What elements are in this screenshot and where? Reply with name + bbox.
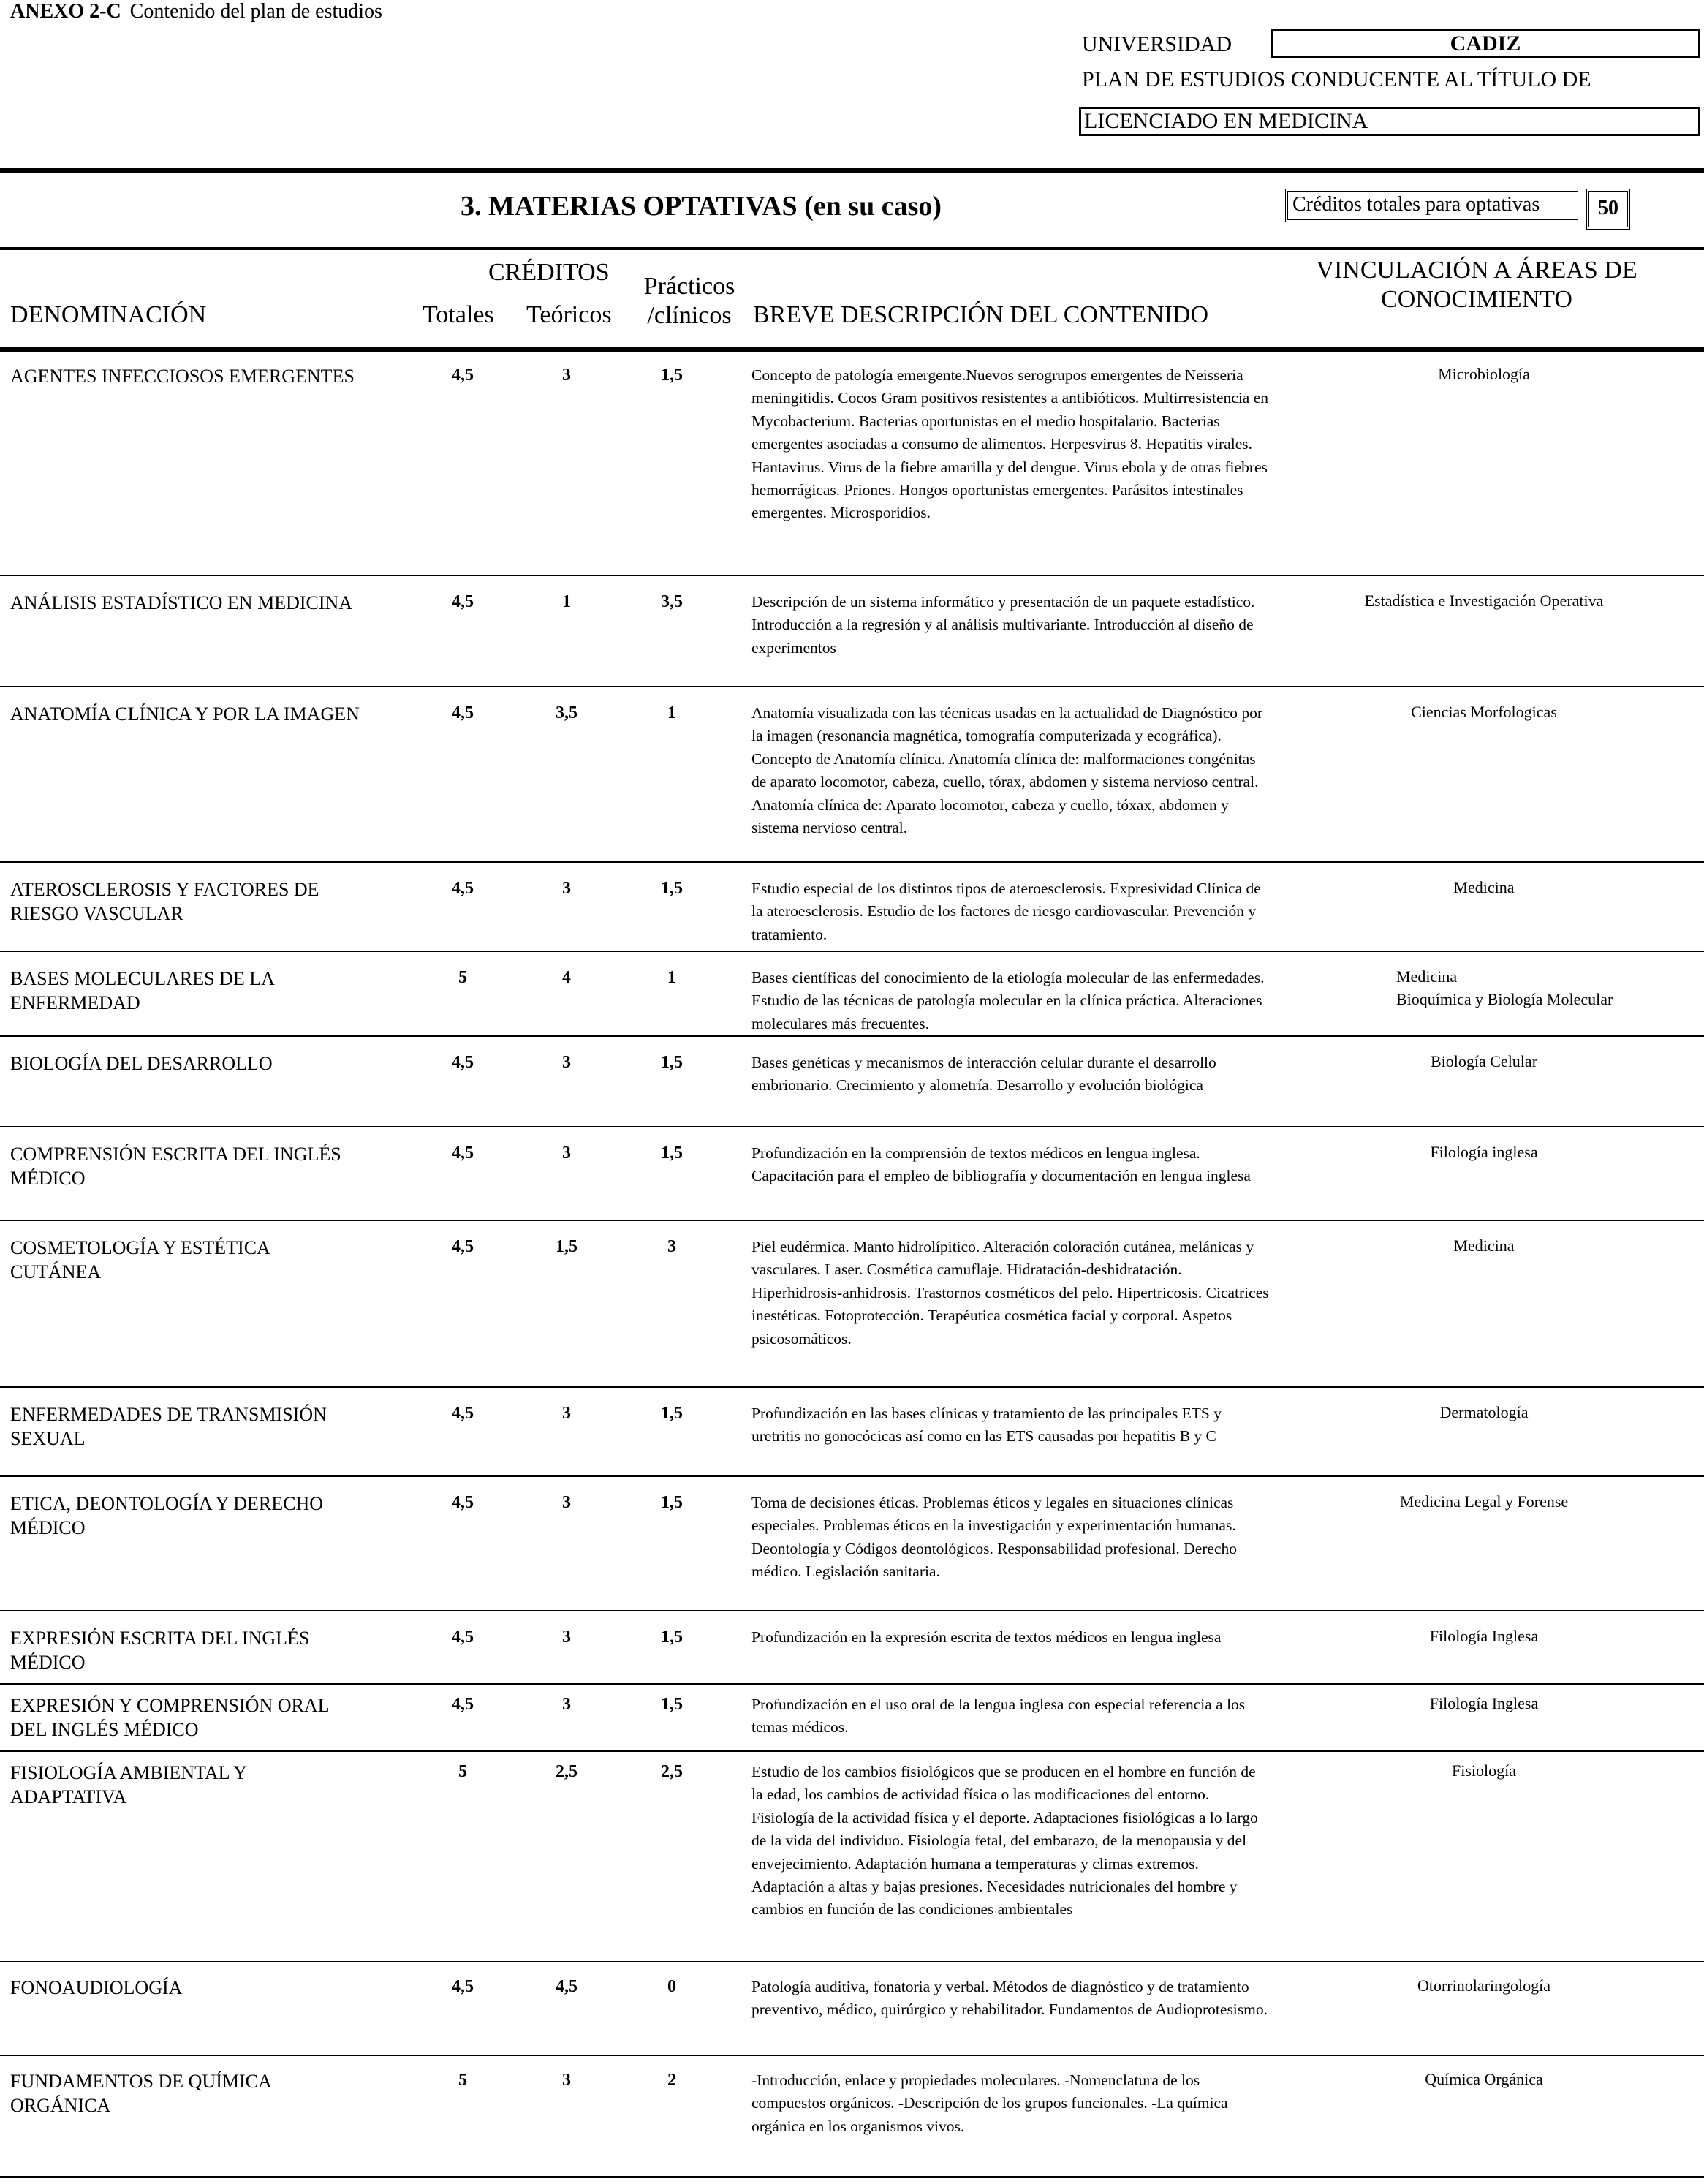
knowledge-area: Fisiología xyxy=(1451,1761,1516,1780)
header-divider xyxy=(0,247,1704,250)
row-divider xyxy=(0,1220,1704,1221)
subject-name: COSMETOLOGÍA Y ESTÉTICA CUTÁNEA xyxy=(10,1237,270,1282)
credits-practicos: 2 xyxy=(667,2071,676,2090)
row-divider xyxy=(0,861,1704,863)
subject-name: FONOAUDIOLOGÍA xyxy=(10,1977,183,1998)
credits-practicos: 0 xyxy=(667,1977,676,1996)
column-header-teoricos: Teóricos xyxy=(526,301,612,328)
credits-teoricos: 4,5 xyxy=(556,1977,578,1996)
columns-divider xyxy=(0,347,1704,352)
subject-description: Profundización en la comprensión de textos médicos en lengua inglesa. Capacitación para el empleo de bibliografía y documentación en lengua inglesa xyxy=(751,1144,1251,1185)
subject-name: FISIOLOGÍA AMBIENTAL Y ADAPTATIVA xyxy=(10,1762,246,1807)
subject-description: Concepto de patología emergente.Nuevos serogrupos emergentes de Neisseria meningitidis. Cocos Gram positivos resistentes a antibióticos. Multirresistencia en Mycobacterium. Bacterias oportunistas en el medio hospitalario. Bacterias emergentes asociadas a consumo de alimentos. Herpesvirus 8. Hepatitis virales. Hantavirus. Virus de la fiebre amarilla y del dengue. Virus ebola y de otras fiebres hemorrágicas. Priones. Hongos oportunistas emergentes. Parásitos intestinales emergentes. Microsporidios. xyxy=(751,366,1269,522)
subject-description: Profundización en las bases clínicas y tratamiento de las principales ETS y uretritis no gonocócicas así como en las ETS causadas por hepatitis B y C xyxy=(751,1405,1222,1446)
degree-value: LICENCIADO EN MEDICINA xyxy=(1079,107,1700,136)
subject-name: AGENTES INFECCIOSOS EMERGENTES xyxy=(10,366,355,387)
subject-name: COMPRENSIÓN ESCRITA DEL INGLÉS MÉDICO xyxy=(10,1144,341,1189)
row-divider xyxy=(0,2055,1704,2056)
knowledge-area: Estadística e Investigación Operativa xyxy=(1364,592,1604,610)
subject-description: Anatomía visualizada con las técnicas usadas en la actualidad de Diagnóstico por la imagen (resonancia magnética, tomografía computerizada y ecográfica). Concepto de Anatomía clínica. Anatomía clínica de: malformaciones congénitas de aparato locomotor, cabeza, cuello, tórax, abdomen y sistema nervioso central. Anatomía clínica de: Aparato locomotor, cabeza y cuello, tóxax, abdomen y sistema nervioso central. xyxy=(751,704,1263,837)
credits-teoricos: 3,5 xyxy=(556,703,578,722)
row-divider xyxy=(0,1386,1704,1388)
knowledge-area: Filología Inglesa xyxy=(1429,1627,1539,1645)
credits-totales: 4,5 xyxy=(452,1053,474,1072)
credits-practicos: 1 xyxy=(667,968,676,987)
subject-description: Bases científicas del conocimiento de la etiología molecular de las enfermedades. Estudio de las técnicas de patología molecular en la clínica práctica. Alteraciones moleculares más frecuentes. xyxy=(751,969,1265,1032)
credits-practicos: 1,5 xyxy=(661,1493,683,1512)
credits-teoricos: 3 xyxy=(562,1628,571,1647)
university-value: CADIZ xyxy=(1271,29,1700,58)
row-divider xyxy=(0,951,1704,952)
credits-practicos: 1,5 xyxy=(661,1144,683,1163)
column-header-totales: Totales xyxy=(423,301,494,328)
credits-practicos: 1,5 xyxy=(661,1628,683,1647)
knowledge-area: Química Orgánica xyxy=(1425,2070,1543,2088)
credits-totales: 4,5 xyxy=(452,1493,474,1512)
row-divider xyxy=(0,1750,1704,1752)
credits-totales: 4,5 xyxy=(452,703,474,722)
credits-teoricos: 2,5 xyxy=(556,1762,578,1781)
subject-name: BASES MOLECULARES DE LA ENFERMEDAD xyxy=(10,968,274,1013)
credits-totales: 4,5 xyxy=(452,1695,474,1714)
credits-practicos: 1,5 xyxy=(661,1695,683,1714)
credits-teoricos: 3 xyxy=(562,1404,571,1423)
university-label: UNIVERSIDAD xyxy=(1082,32,1232,56)
subject-name: ETICA, DEONTOLOGÍA Y DERECHO MÉDICO xyxy=(10,1493,323,1538)
annex-title: Contenido del plan de estudios xyxy=(129,0,382,23)
row-divider xyxy=(0,1126,1704,1127)
credits-totales: 4,5 xyxy=(452,592,474,611)
credits-teoricos: 3 xyxy=(562,2071,571,2090)
subject-description: Patología auditiva, fonatoria y verbal. Métodos de diagnóstico y de tratamiento preventivo, médico, quirúrgico y rehabilitador. Fundamentos de Audioprotesismo. xyxy=(751,1978,1268,2019)
subject-name: EXPRESIÓN ESCRITA DEL INGLÉS MÉDICO xyxy=(10,1628,310,1673)
subject-description: Profundización en la expresión escrita de textos médicos en lengua inglesa xyxy=(751,1628,1222,1646)
knowledge-area: Medicina Bioquímica y Biología Molecular xyxy=(1396,967,1613,1009)
column-header-vinculacion-line2: CONOCIMIENTO xyxy=(1381,286,1572,313)
knowledge-area: Filología Inglesa xyxy=(1429,1694,1539,1712)
credits-totales: 5 xyxy=(458,2071,467,2090)
annex-code: ANEXO 2-C xyxy=(10,0,121,23)
credits-totales: 4,5 xyxy=(452,1404,474,1423)
subject-description: -Introducción, enlace y propiedades moleculares. -Nomenclatura de los compuestos orgánicos. -Descripción de los grupos funcionales. -La química orgánica en los organismos vivos. xyxy=(751,2071,1228,2135)
top-divider xyxy=(0,168,1704,173)
subject-name: ANATOMÍA CLÍNICA Y POR LA IMAGEN xyxy=(10,703,360,725)
row-divider xyxy=(0,1475,1704,1477)
credits-totales: 4,5 xyxy=(452,1977,474,1996)
subject-description: Toma de decisiones éticas. Problemas éticos y legales en situaciones clínicas especiales. Problemas éticos en la investigación y experimentación humanas. Deontología y Códigos deontológicos. Responsabilidad profesional. Derecho médico. Legislación sanitaria. xyxy=(751,1494,1237,1581)
column-header-vinculacion-line1: VINCULACIÓN A ÁREAS DE xyxy=(1316,257,1637,284)
subject-description: Bases genéticas y mecanismos de interacción celular durante el desarrollo embrionario. Crecimiento y alometría. Desarrollo y evolución biológica xyxy=(751,1054,1216,1095)
subject-name: EXPRESIÓN Y COMPRENSIÓN ORAL DEL INGLÉS MÉDICO xyxy=(10,1695,329,1740)
credits-teoricos: 3 xyxy=(562,879,571,898)
credits-practicos: 2,5 xyxy=(661,1762,683,1781)
credits-totales: 4,5 xyxy=(452,879,474,898)
credits-teoricos: 3 xyxy=(562,1695,571,1714)
knowledge-area: Filología inglesa xyxy=(1430,1143,1538,1161)
row-divider xyxy=(0,1961,1704,1962)
subject-name: FUNDAMENTOS DE QUÍMICA ORGÁNICA xyxy=(10,2071,271,2116)
column-header-practicos-line2: /clínicos xyxy=(647,302,732,329)
knowledge-area: Microbiología xyxy=(1438,365,1530,383)
knowledge-area: Otorrinolaringología xyxy=(1417,1976,1551,1995)
credits-teoricos: 3 xyxy=(562,366,571,385)
total-credits-label: Créditos totales para optativas xyxy=(1285,189,1580,222)
column-header-vinculacion xyxy=(1309,256,1645,314)
credits-practicos: 1 xyxy=(667,703,676,722)
total-credits-value: 50 xyxy=(1586,189,1630,230)
subject-description: Estudio de los cambios fisiológicos que se producen en el hombre en función de la edad, los cambios de actividad física o las modificaciones del entorno. Fisiología de la actividad física y el deporte. Adaptaciones fisiológicas a lo largo de la vida del individuo. Fisiología fetal, del embarazo, de la menopausia y del envejecimiento. Adaptación humana a temperaturas y climas extremos. Adaptación a altas y bajas presiones. Necesidades nutricionales del hombre y cambios en función de las condiciones ambientales xyxy=(751,1763,1258,1919)
row-divider xyxy=(0,1683,1704,1685)
credits-totales: 4,5 xyxy=(452,366,474,385)
subject-description: Profundización en el uso oral de la lengua inglesa con especial referencia a los temas médicos. xyxy=(751,1696,1246,1737)
credits-teoricos: 4 xyxy=(562,968,571,987)
section-title: 3. MATERIAS OPTATIVAS (en su caso) xyxy=(461,191,942,222)
row-divider xyxy=(0,686,1704,687)
credits-totales: 4,5 xyxy=(452,1628,474,1647)
credits-totales: 4,5 xyxy=(452,1144,474,1163)
credits-totales: 4,5 xyxy=(452,1237,474,1256)
subject-name: ENFERMEDADES DE TRANSMISIÓN SEXUAL xyxy=(10,1404,327,1449)
row-divider xyxy=(0,1035,1704,1037)
subject-description: Piel eudérmica. Manto hidrolípitico. Alteración coloración cutánea, melánicas y vasculares. Laser. Cosmética camuflaje. Hidratación-deshidratación. Hiperhidrosis-anhidrosis. Trastornos cosméticos del pelo. Hipertricosis. Cicatrices inestéticas. Fotoprotección. Terapéutica cosmética facial y corporal. Aspetos psicosomáticos. xyxy=(751,1238,1269,1348)
row-divider xyxy=(0,575,1704,576)
knowledge-area: Medicina Legal y Forense xyxy=(1399,1492,1569,1511)
credits-totales: 5 xyxy=(458,968,467,987)
subject-description: Estudio especial de los distintos tipos de ateroesclerosis. Expresividad Clínica de la ateroesclerosis. Estudio de los factores de riesgo cardiovascular. Prevención y tratamiento. xyxy=(751,880,1261,943)
credits-teoricos: 1,5 xyxy=(556,1237,578,1256)
credits-teoricos: 3 xyxy=(562,1493,571,1512)
column-header-practicos-line1: Prácticos xyxy=(643,273,735,300)
credits-totales: 5 xyxy=(458,1762,467,1781)
knowledge-area: Ciencias Morfologicas xyxy=(1411,703,1557,721)
knowledge-area: Medicina xyxy=(1453,1236,1515,1255)
credits-teoricos: 3 xyxy=(562,1053,571,1072)
credits-practicos: 1,5 xyxy=(661,879,683,898)
row-divider xyxy=(0,1610,1704,1611)
subject-description: Descripción de un sistema informático y presentación de un paquete estadístico. Introducción a la regresión y al análisis multivariante. Introducción al diseño de experimentos xyxy=(751,593,1255,657)
credits-practicos: 1,5 xyxy=(661,1404,683,1423)
subject-name: ANÁLISIS ESTADÍSTICO EN MEDICINA xyxy=(10,592,353,613)
credits-practicos: 3 xyxy=(667,1237,676,1256)
credits-practicos: 3,5 xyxy=(661,592,683,611)
subject-name: BIOLOGÍA DEL DESARROLLO xyxy=(10,1053,273,1074)
column-header-descripcion: BREVE DESCRIPCIÓN DEL CONTENIDO xyxy=(753,301,1209,328)
credits-practicos: 1,5 xyxy=(661,1053,683,1072)
plan-label: PLAN DE ESTUDIOS CONDUCENTE AL TÍTULO DE xyxy=(1082,67,1591,91)
knowledge-area: Medicina xyxy=(1453,878,1515,896)
credits-practicos: 1,5 xyxy=(661,366,683,385)
column-header-denominacion: DENOMINACIÓN xyxy=(10,301,207,328)
knowledge-area: Dermatología xyxy=(1439,1403,1529,1421)
column-header-creditos: CRÉDITOS xyxy=(488,259,610,286)
credits-teoricos: 1 xyxy=(562,592,571,611)
bottom-divider xyxy=(0,2176,1704,2178)
annex-heading xyxy=(10,0,382,23)
knowledge-area: Biología Celular xyxy=(1430,1052,1538,1070)
column-header-practicos xyxy=(642,272,737,330)
credits-teoricos: 3 xyxy=(562,1144,571,1163)
subject-name: ATEROSCLEROSIS Y FACTORES DE RIESGO VASCULAR xyxy=(10,879,319,924)
